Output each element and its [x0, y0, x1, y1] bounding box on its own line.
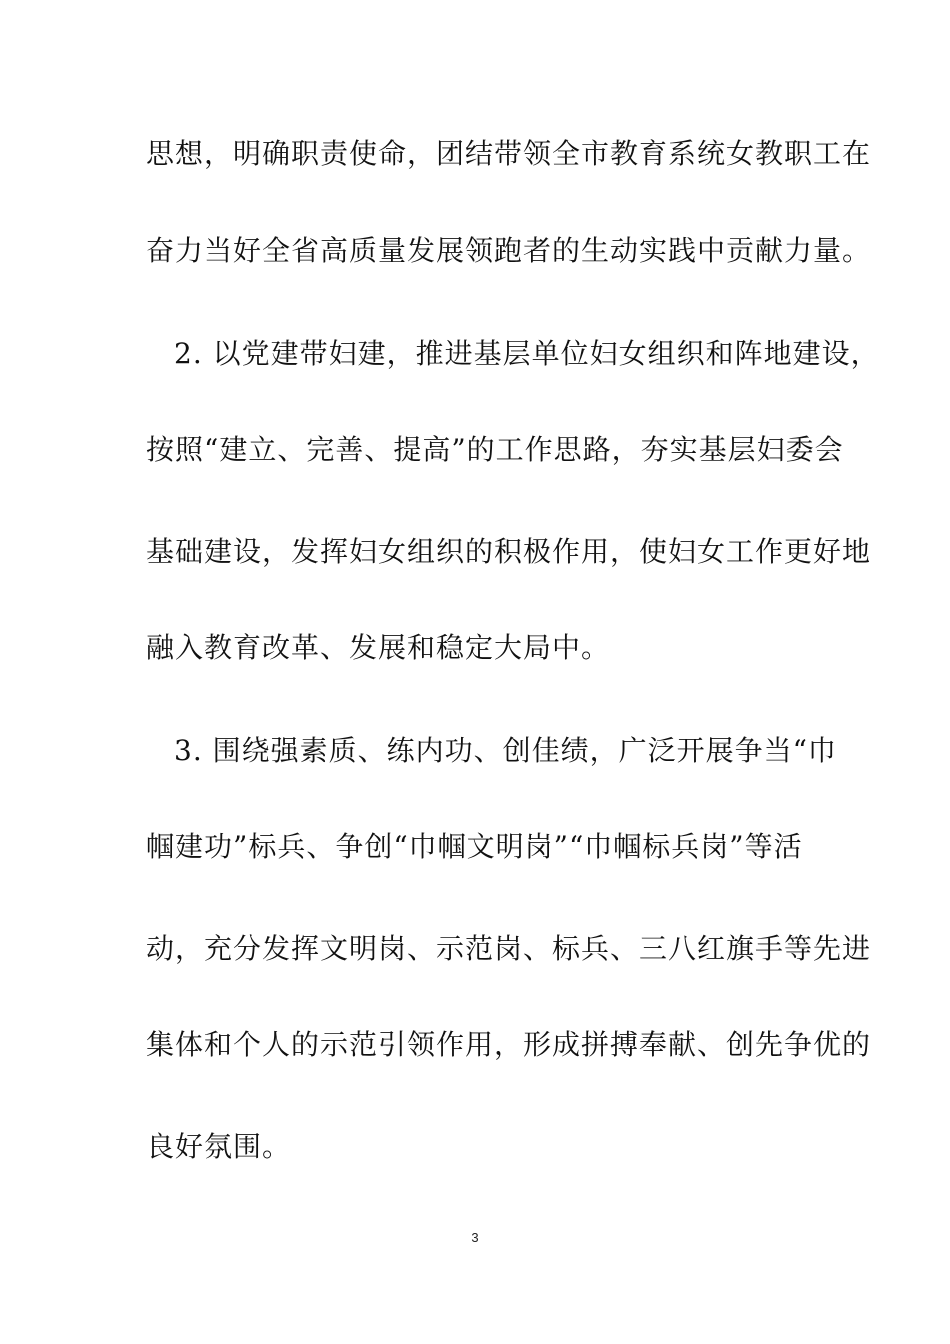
text-line-4: 按照“建立、完善、提高”的工作思路，夯实基层妇委会	[146, 433, 844, 466]
paragraph-2-line-1: 2. 以党建带妇建，推进基层单位妇女组织和阵地建设，	[174, 337, 880, 370]
text-line-9: 动，充分发挥文明岗、示范岗、标兵、三八红旗手等先进	[146, 932, 872, 965]
text-line-10: 集体和个人的示范引领作用，形成拼搏奉献、创先争优的	[146, 1028, 872, 1061]
text-line-2: 奋力当好全省高质量发展领跑者的生动实践中贡献力量。	[146, 234, 872, 267]
text-line-1: 思想，明确职责使命，团结带领全市教育系统女教职工在	[146, 137, 872, 170]
text-line-6: 融入教育改革、发展和稳定大局中。	[146, 631, 611, 664]
text-line-8: 帼建功”标兵、争创“巾帼文明岗”“巾帼标兵岗”等活	[146, 830, 803, 863]
text-line-11: 良好氛围。	[146, 1130, 292, 1163]
paragraph-3-line-1: 3. 围绕强素质、练内功、创佳绩，广泛开展争当“巾	[174, 734, 837, 767]
text-line-5: 基础建设，发挥妇女组织的积极作用，使妇女工作更好地	[146, 535, 872, 568]
page-number: 3	[471, 1230, 479, 1245]
